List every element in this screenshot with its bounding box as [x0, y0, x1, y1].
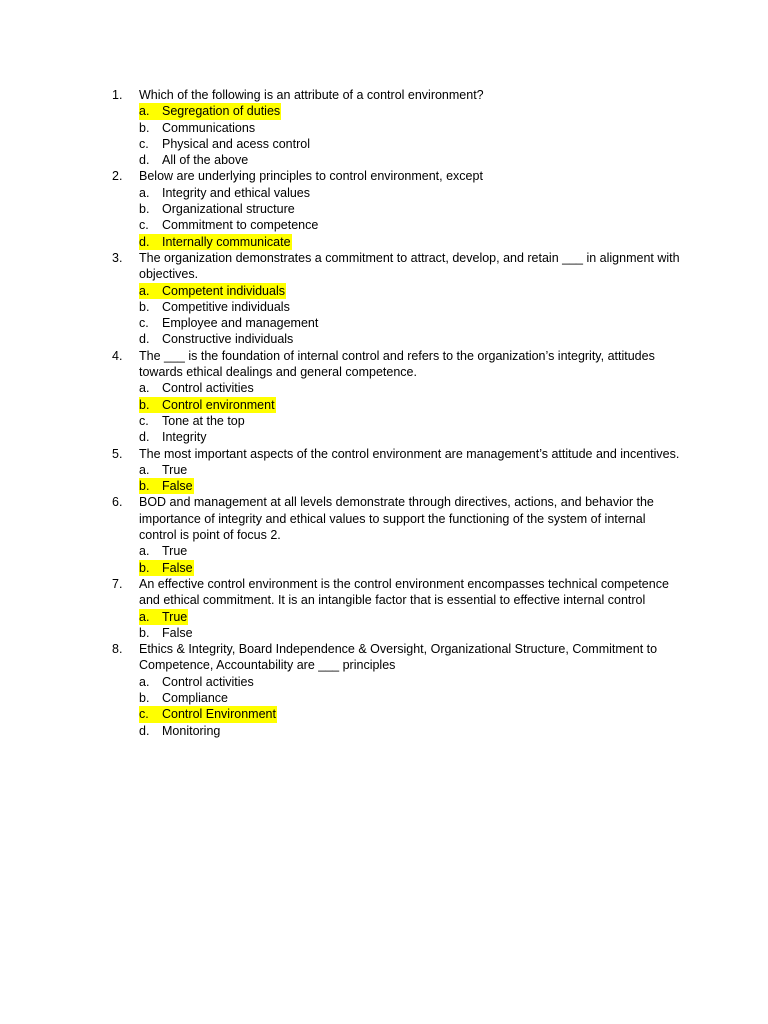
answer-text: False: [162, 625, 193, 640]
answer-option: [139, 201, 682, 217]
answer-letter: b.: [139, 479, 150, 494]
answer-letter: b.: [139, 202, 150, 217]
answer-option-body: [139, 625, 194, 641]
question-number: 4.: [112, 348, 123, 363]
question-item: [112, 348, 682, 446]
answer-option: [139, 185, 682, 201]
answer-option-body: [139, 201, 296, 217]
answer-option-body: [139, 120, 256, 136]
answer-option-body: [139, 560, 194, 576]
answer-option-body: [139, 609, 188, 625]
answer-text: All of the above: [162, 153, 249, 168]
answer-option-highlighted: [139, 103, 682, 119]
answer-text: Integrity and ethical values: [162, 185, 311, 200]
answer-letter: c.: [139, 218, 149, 233]
question-text: Ethics & Integrity, Board Independence & Oversight, Organizational Structure, Commitment to Competence, Accountability are ___ principles: [139, 642, 658, 673]
answer-text: Employee and management: [162, 316, 319, 331]
answer-option: [139, 429, 682, 445]
answer-option: [139, 625, 682, 641]
answer-letter: b.: [139, 625, 150, 640]
answer-letter: c.: [139, 707, 149, 722]
answer-option-body: [139, 152, 249, 168]
answer-option-body: [139, 103, 281, 119]
answer-option: [139, 723, 682, 739]
answer-letter: d.: [139, 332, 150, 347]
answer-option: [139, 690, 682, 706]
question-item: [112, 641, 682, 739]
question-number: 7.: [112, 576, 123, 591]
question-text: Which of the following is an attribute of a control environment?: [139, 88, 484, 102]
answer-letter: a.: [139, 609, 150, 624]
answer-letter: a.: [139, 674, 150, 689]
answer-letter: b.: [139, 690, 150, 705]
answer-option-body: [139, 136, 311, 152]
question-text: The most important aspects of the control environment are management’s attitude and incentives.: [139, 446, 680, 461]
answer-option-body: [139, 690, 229, 706]
question-list: [112, 87, 682, 739]
answer-letter: b.: [139, 397, 150, 412]
answer-option-body: [139, 462, 188, 478]
answer-text: Constructive individuals: [162, 332, 294, 347]
answer-letter: d.: [139, 234, 150, 249]
answer-text: Organizational structure: [162, 202, 295, 217]
answer-text: False: [162, 479, 193, 494]
answer-letter: c.: [139, 316, 149, 331]
question-item: [112, 494, 682, 575]
answer-letter: a.: [139, 381, 150, 396]
question-number: 5.: [112, 446, 123, 461]
question-item: [112, 446, 682, 495]
answer-text: Control activities: [162, 381, 254, 396]
answer-option: [139, 380, 682, 396]
answer-option: [139, 462, 682, 478]
answer-letter: c.: [139, 136, 149, 151]
question-text: An effective control environment is the control environment encompasses technical competence and ethical commitment. It is an intangible factor that is essential to effective internal control: [139, 576, 669, 608]
answer-text: Competitive individuals: [162, 299, 290, 314]
answer-text: Communications: [162, 120, 256, 135]
answer-letter: a.: [139, 283, 150, 298]
answer-option: [139, 152, 682, 168]
answer-text: False: [162, 560, 193, 575]
question-item: [112, 250, 682, 348]
answer-text: Compliance: [162, 690, 229, 705]
answer-option: [139, 299, 682, 315]
answer-letter: c.: [139, 413, 149, 428]
answer-option-body: [139, 723, 221, 739]
answer-option-body: [139, 283, 286, 299]
answer-letter: b.: [139, 560, 150, 575]
answer-option-body: [139, 674, 255, 690]
answer-option-body: [139, 234, 292, 250]
answer-option-body: [139, 478, 194, 494]
question-text: Below are underlying principles to control environment, except: [139, 169, 483, 184]
answer-option: [139, 120, 682, 136]
answer-option-highlighted: [139, 706, 682, 722]
question-number: 6.: [112, 495, 123, 510]
answer-option-highlighted: [139, 397, 682, 413]
question-number: 2.: [112, 169, 123, 184]
answer-text: Control environment: [162, 397, 275, 412]
answer-letter: d.: [139, 153, 150, 168]
answer-text: Control Environment: [162, 707, 276, 722]
answer-option-body: [139, 397, 276, 413]
answer-text: Commitment to competence: [162, 218, 319, 233]
answer-option: [139, 674, 682, 690]
answer-letter: b.: [139, 120, 150, 135]
answer-text: Competent individuals: [162, 283, 285, 298]
question-number: 8.: [112, 642, 123, 657]
answer-letter: a.: [139, 185, 150, 200]
answer-option-body: [139, 299, 291, 315]
answer-text: Internally communicate: [162, 234, 291, 249]
answer-option-body: [139, 185, 311, 201]
answer-option-highlighted: [139, 560, 682, 576]
question-item: [112, 168, 682, 249]
answer-option-highlighted: [139, 234, 682, 250]
question-item: [112, 87, 682, 168]
answer-text: Monitoring: [162, 723, 221, 738]
answer-text: True: [162, 544, 188, 559]
question-text: The organization demonstrates a commitment to attract, develop, and retain ___ in alignment with objectives.: [139, 250, 680, 282]
answer-option-body: [139, 217, 319, 233]
answer-option-body: [139, 315, 319, 331]
question-text: BOD and management at all levels demonstrate through directives, actions, and behavior the importance of integrity and ethical values to support the functioning of the system of internal control is point of focus 2.: [139, 495, 654, 543]
question-number: 1.: [112, 88, 123, 102]
answer-option: [139, 543, 682, 559]
answer-letter: b.: [139, 299, 150, 314]
answer-text: Tone at the top: [162, 413, 245, 428]
answer-option-body: [139, 543, 188, 559]
answer-option-highlighted: [139, 283, 682, 299]
answer-option-body: [139, 706, 277, 722]
answer-letter: d.: [139, 723, 150, 738]
answer-letter: d.: [139, 430, 150, 445]
answer-letter: a.: [139, 104, 150, 119]
answer-text: Integrity: [162, 430, 207, 445]
question-item: [112, 576, 682, 641]
answer-letter: a.: [139, 544, 150, 559]
answer-option-body: [139, 380, 255, 396]
answer-option: [139, 136, 682, 152]
answer-option: [139, 315, 682, 331]
answer-letter: a.: [139, 462, 150, 477]
answer-text: Physical and acess control: [162, 136, 310, 151]
answer-option: [139, 217, 682, 233]
answer-text: True: [162, 609, 188, 624]
question-text: The ___ is the foundation of internal control and refers to the organization’s integrity, attitudes towards ethical dealings and general competence.: [139, 348, 655, 380]
question-number: 3.: [112, 250, 123, 265]
answer-option-body: [139, 429, 207, 445]
answer-text: Control activities: [162, 674, 254, 689]
answer-option-body: [139, 331, 294, 347]
answer-option: [139, 331, 682, 347]
answer-option-highlighted: [139, 609, 682, 625]
answer-text: True: [162, 462, 188, 477]
answer-option: [139, 413, 682, 429]
answer-option-highlighted: [139, 478, 682, 494]
answer-option-body: [139, 413, 246, 429]
answer-text: Segregation of duties: [162, 104, 281, 119]
